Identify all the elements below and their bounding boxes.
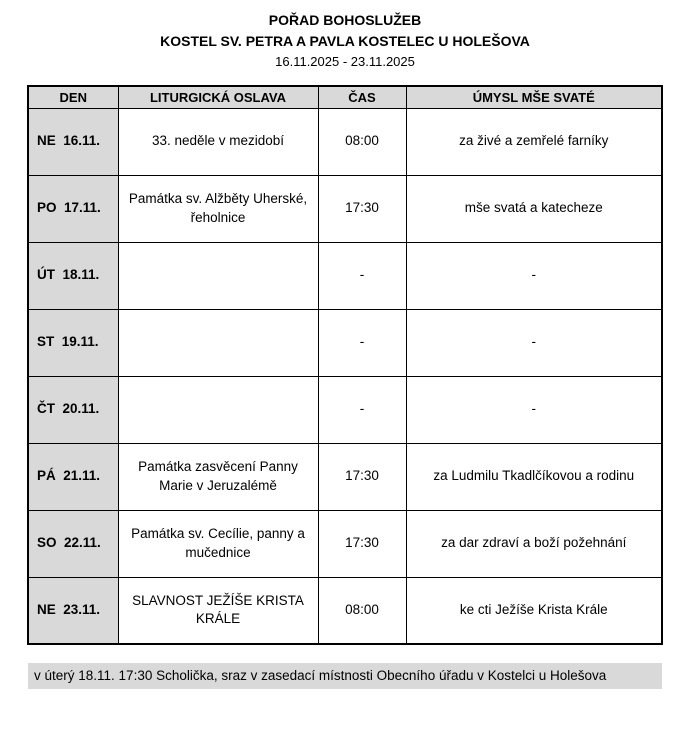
schedule-table-body — [28, 108, 662, 644]
umysl-cell: za dar zdraví a boží požehnání — [406, 510, 662, 577]
cas-cell: 17:30 — [318, 443, 406, 510]
umysl-cell: - — [406, 376, 662, 443]
cas-cell: 08:00 — [318, 108, 406, 175]
den-cell: ÚT 18.11. — [28, 242, 118, 309]
cas-cell: 17:30 — [318, 175, 406, 242]
col-header-oslava: LITURGICKÁ OSLAVA — [118, 86, 318, 108]
document-header — [0, 0, 690, 69]
footer-note: v úterý 18.11. 17:30 Scholička, sraz v zasedací místnosti Obecního úřadu v Kostelci u Holešova — [28, 663, 662, 689]
oslava-cell — [118, 376, 318, 443]
table-row — [28, 108, 662, 175]
table-row — [28, 443, 662, 510]
table-row — [28, 175, 662, 242]
umysl-cell: ke cti Ježíše Krista Krále — [406, 577, 662, 644]
den-cell: ST 19.11. — [28, 309, 118, 376]
umysl-cell: - — [406, 309, 662, 376]
cas-cell: - — [318, 376, 406, 443]
page-title: POŘAD BOHOSLUŽEB — [268, 12, 422, 28]
col-header-cas: ČAS — [318, 86, 406, 108]
schedule-table-head — [28, 86, 662, 108]
table-row — [28, 376, 662, 443]
col-header-umysl: ÚMYSL MŠE SVATÉ — [406, 86, 662, 108]
oslava-cell: Památka sv. Cecílie, panny a mučednice — [118, 510, 318, 577]
cas-cell: 17:30 — [318, 510, 406, 577]
schedule-table — [27, 85, 663, 645]
oslava-cell: Památka zasvěcení Panny Marie v Jeruzalémě — [118, 443, 318, 510]
table-row — [28, 577, 662, 644]
cas-cell: 08:00 — [318, 577, 406, 644]
umysl-cell: za Ludmilu Tkadlčíkovou a rodinu — [406, 443, 662, 510]
umysl-cell: za živé a zemřelé farníky — [406, 108, 662, 175]
table-row — [28, 242, 662, 309]
oslava-cell: 33. neděle v mezidobí — [118, 108, 318, 175]
umysl-cell: mše svatá a katecheze — [406, 175, 662, 242]
table-row — [28, 309, 662, 376]
date-range: 16.11.2025 - 23.11.2025 — [275, 54, 415, 69]
page-subtitle: KOSTEL SV. PETRA A PAVLA KOSTELEC U HOLEŠOVA — [160, 33, 530, 49]
oslava-cell: Památka sv. Alžběty Uherské, řeholnice — [118, 175, 318, 242]
cas-cell: - — [318, 242, 406, 309]
col-header-den: DEN — [28, 86, 118, 108]
cas-cell: - — [318, 309, 406, 376]
table-row — [28, 510, 662, 577]
den-cell: SO 22.11. — [28, 510, 118, 577]
oslava-cell: SLAVNOST JEŽÍŠE KRISTA KRÁLE — [118, 577, 318, 644]
den-cell: ČT 20.11. — [28, 376, 118, 443]
oslava-cell — [118, 309, 318, 376]
den-cell: PO 17.11. — [28, 175, 118, 242]
header-row — [28, 86, 662, 108]
oslava-cell — [118, 242, 318, 309]
den-cell: NE 23.11. — [28, 577, 118, 644]
den-cell: PÁ 21.11. — [28, 443, 118, 510]
umysl-cell: - — [406, 242, 662, 309]
den-cell: NE 16.11. — [28, 108, 118, 175]
